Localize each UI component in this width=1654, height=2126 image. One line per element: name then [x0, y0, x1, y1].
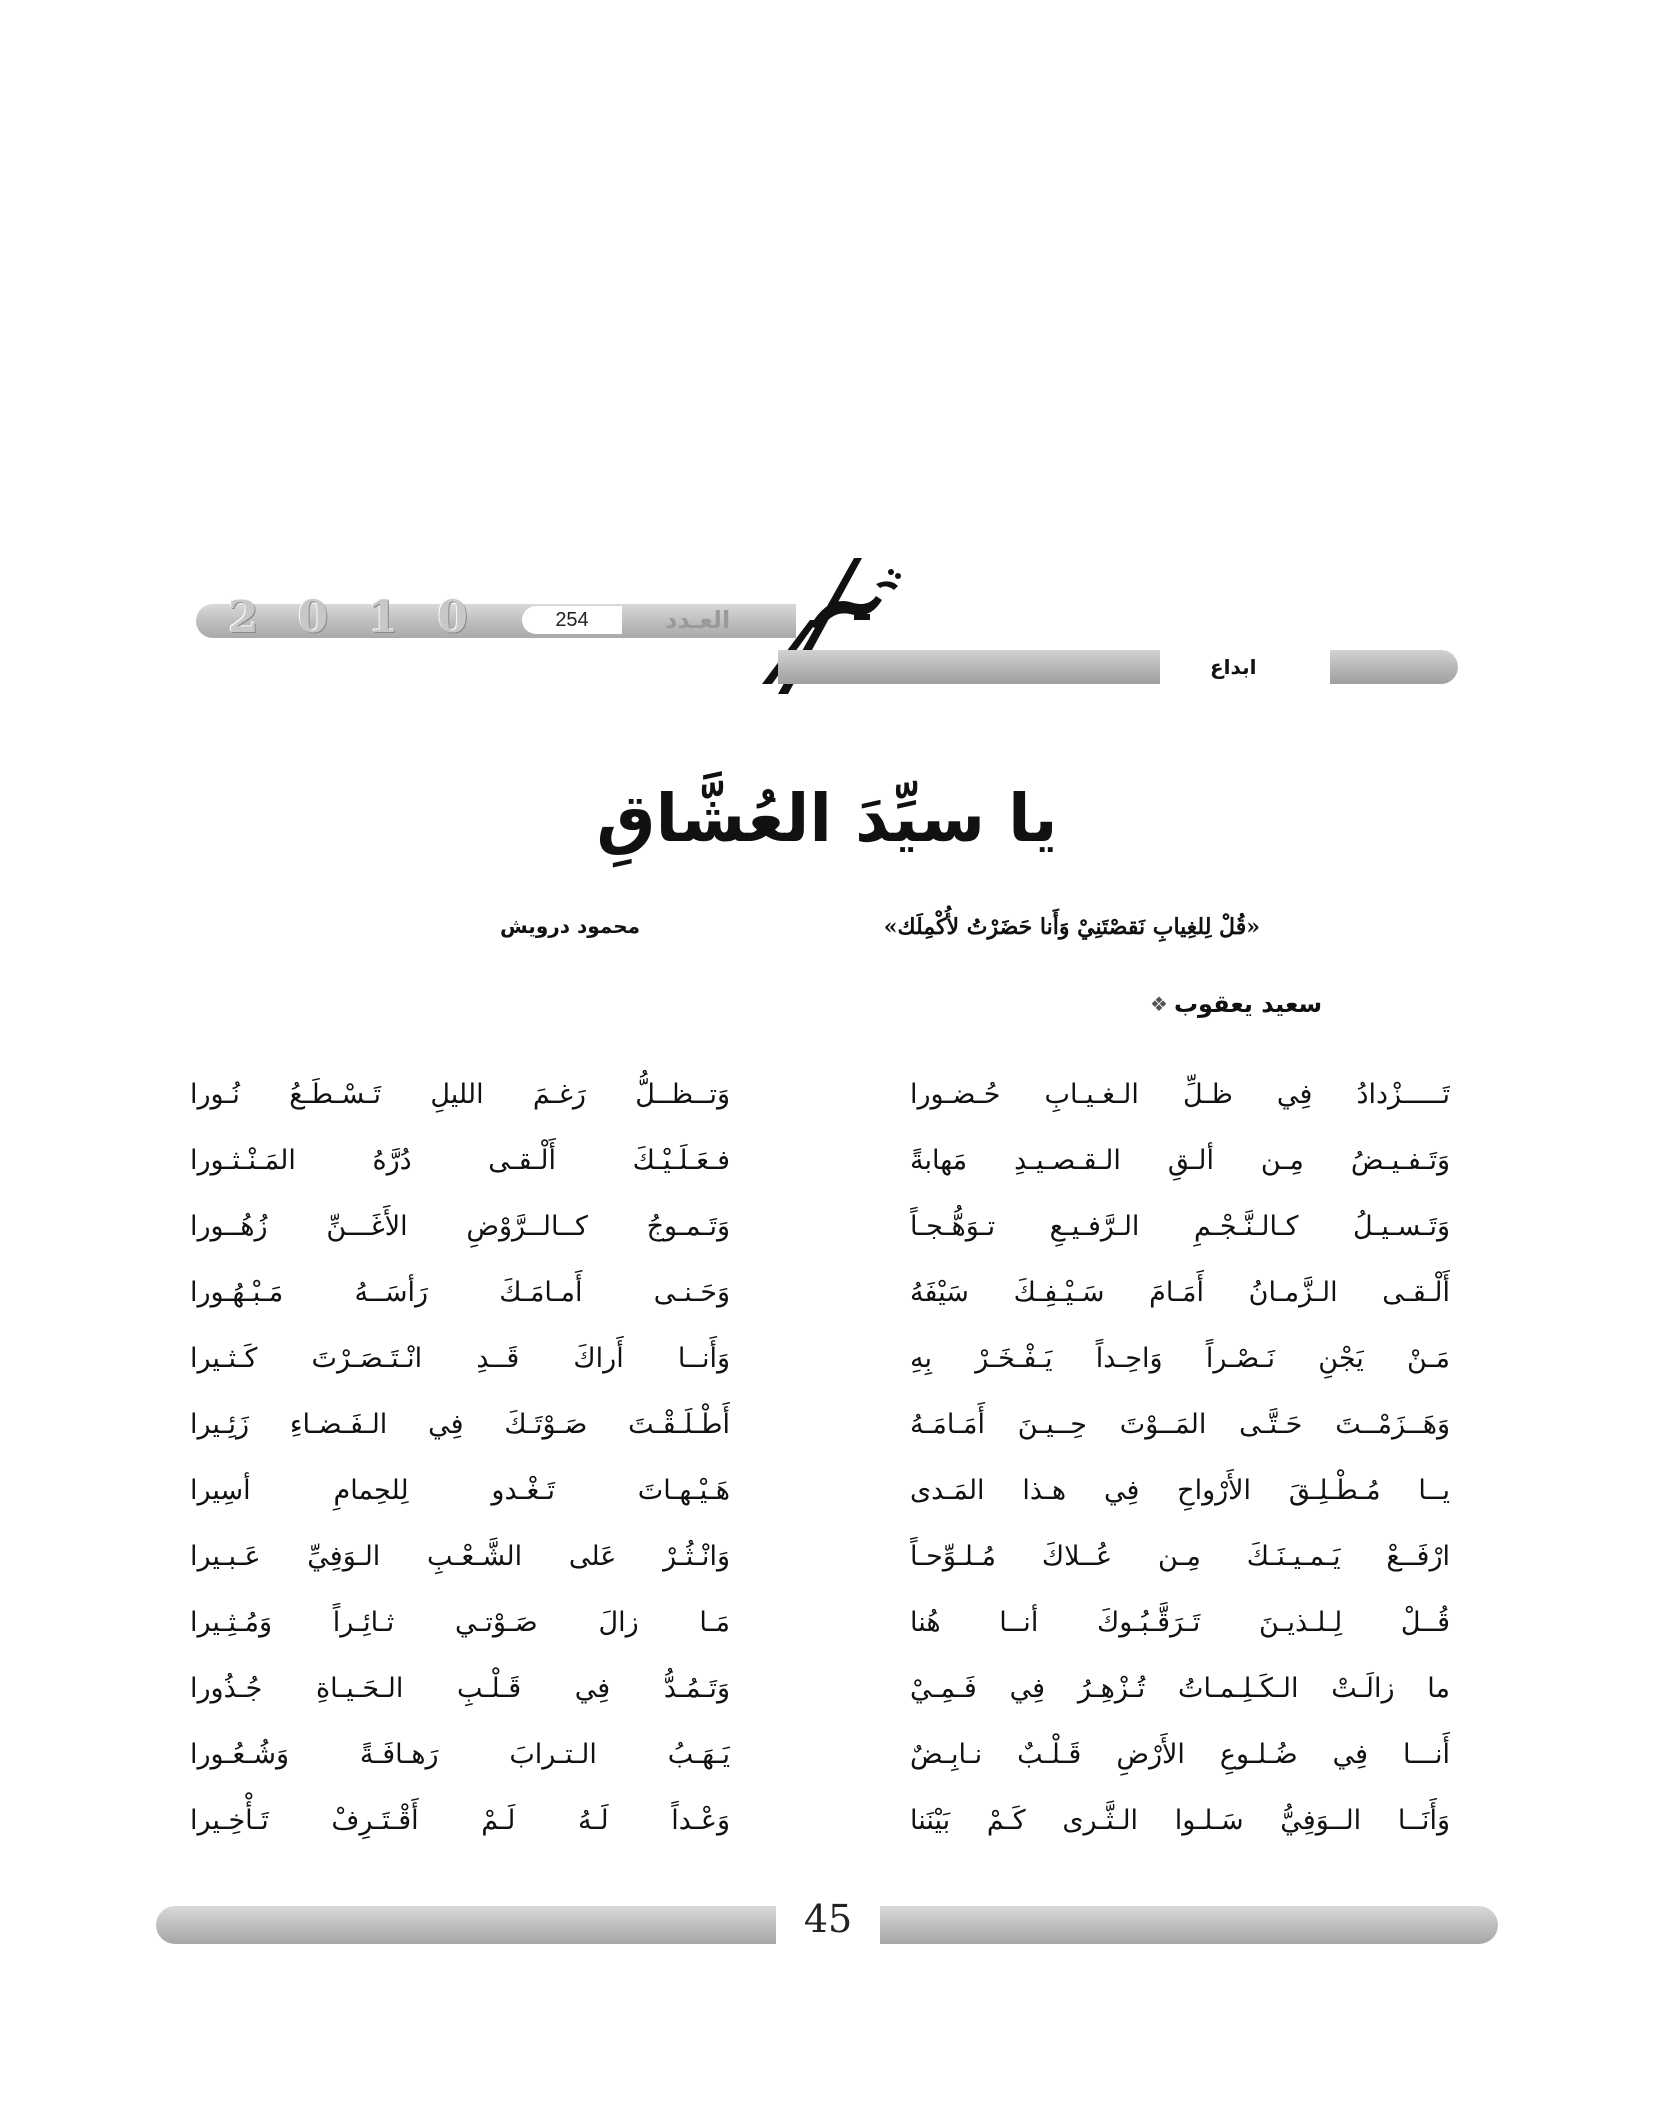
author-name: سعيد يعقوب — [1173, 990, 1323, 1018]
issue-number: 254 — [522, 606, 622, 634]
verse-line: أَطْـلَـقْـتَ صَـوْتَـكَ فِي الـفَـضـاءِ زَئِـيرا — [190, 1409, 730, 1440]
verse-line: وَأَنَــا الــوَفِيُّ سَـلـوا الـثَّـرى كَـمْ بَيْنَنا — [910, 1805, 1450, 1836]
page-number: 45 — [776, 1894, 880, 1944]
poem-column-right — [910, 1062, 1450, 1854]
verse-line: وَتــظــلُّ رَغـمَ الليلِ تَـسْـطَـعُ نُـورا — [190, 1079, 730, 1110]
section-bar — [778, 650, 1458, 684]
verse-line: وَحَـنـى أَمـامَـكَ رَأسَــهُ مَـبْـهُـورا — [190, 1277, 730, 1308]
verse-line: وَتَـمـوجُ كــالــرَّوْضِ الأَغَـــنِّ زُهُــورا — [190, 1211, 730, 1242]
year-digit: 0 — [437, 591, 468, 643]
year-digit: 2 — [228, 591, 259, 643]
verse-line: يــا مُـطْـلِـقَ الأَرْواحِ فِي هـذا المَـدى — [910, 1475, 1450, 1506]
verse-line: وَتَـفـيـضُ مِـن ألـقِ الـقـصـيـدِ مَهابةً — [910, 1145, 1450, 1176]
verse-line: ما زالَـتْ الـكَـلِـمـاتُ تُـزْهِـرُ فِي فَـمِـيْ — [910, 1673, 1450, 1704]
epigraph-quote: «قُلْ لِلغِيابِ نَقصْتَنِيْ وَأَنا حَضَرْتُ لأُكْمِلَك» — [883, 914, 1260, 940]
verse-line: هَـيْـهـاتَ تَـغْـدو لِلحِمامِ أسِيرا — [190, 1475, 730, 1506]
verse-line: أَنـــا فِي ضُـلـوعِ الأَرْضِ قَـلْـبٌ نـابِـضٌ — [910, 1739, 1450, 1770]
verse-line: وَهَــزَمْــتَ حَـتَّـى المَــوْتَ حِــيـنَ أَمَـامَـهُ — [910, 1409, 1450, 1440]
verse-line: وَعْـداً لَـهُ لَـمْ أَقْـتَـرِفْ تَـأْخِـيرا — [190, 1805, 730, 1836]
verse-line: أَلْـقـى الـزَّمـانُ أَمَـامَ سَـيْـفِـكَ سَيْفَهُ — [910, 1277, 1450, 1308]
issue-year — [228, 592, 468, 642]
verse-line: قُــلْ لِـلـذيـنَ تَـرَقَّـبُـوكَ أنــا هُنا — [910, 1607, 1450, 1638]
verse-line: وَانْـثُـرْ عَلى الشَّـعْـبِ الـوَفِيِّ عَـبـيرا — [190, 1541, 730, 1572]
verse-line: ارْفَــعْ يَـمـيـنَـكَ مِـن عُــلاكَ مُـلـوِّحـاً — [910, 1541, 1450, 1572]
verse-line: يَـهَـبُ الـتـرابَ رَهـافَـةً وَشُـعُـورا — [190, 1739, 730, 1770]
footer-bar-left — [156, 1906, 804, 1944]
verse-line: مَـا زالَ صَـوْتـي ثـائِـراً وَمُـثِـيرا — [190, 1607, 730, 1638]
year-digit: 1 — [367, 591, 399, 643]
footer-bar-right — [850, 1906, 1498, 1944]
verse-line: فـعَـلَـيْـكَ أَلْـقـى دُرَّهُ المَـنْـثـورا — [190, 1145, 730, 1176]
poem-title: يا سيِّدَ العُشَّاقِ — [596, 780, 1058, 857]
verse-line: تَـــــزْدادُ فِي ظـلِّ الـغـيـابِ حُـضـورا — [910, 1079, 1450, 1110]
poem-column-left — [190, 1062, 730, 1854]
verse-line: مَـنْ يَجْنِ نَـصْـراً وَاحِـداً يَـفْـخَـرْ بِهِ — [910, 1343, 1450, 1374]
section-label: ابداع — [1210, 655, 1257, 679]
year-digit: 0 — [297, 591, 329, 643]
ornament-icon: ❖ — [1150, 992, 1168, 1016]
verse-line: وَأَنــا أَراكَ قَــدِ انْـتَـصَـرْتَ كَـثـيرا — [190, 1343, 730, 1374]
verse-line: وَتَـمُـدُّ فِي قَـلْـبِ الـحَـيـاةِ جُـذُورا — [190, 1673, 730, 1704]
article-author — [1150, 990, 1452, 1018]
epigraph-author: محمود درويش — [500, 914, 640, 938]
issue-label: العـدد — [665, 606, 731, 634]
verse-line: وَتَـسـيـلُ كـالـنَّـجْـمِ الـرَّفـيـعِ تـوَهُّـجـاً — [910, 1211, 1450, 1242]
